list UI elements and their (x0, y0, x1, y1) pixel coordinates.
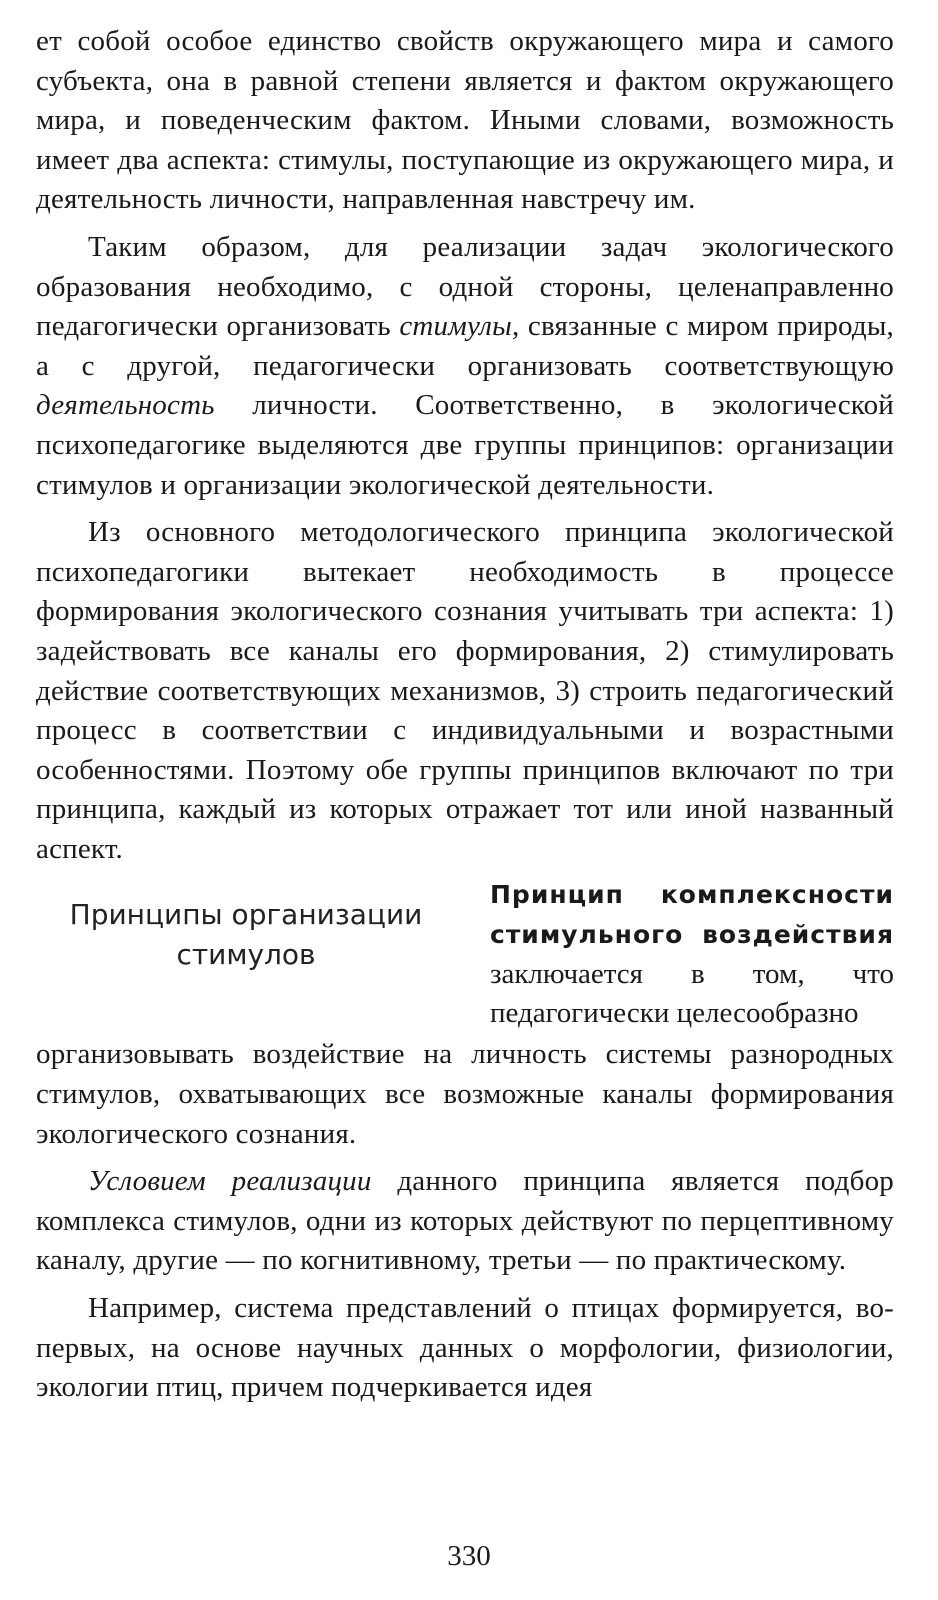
paragraph-1 (36, 22, 894, 220)
principle-intro (490, 875, 894, 1033)
page-number: 330 (447, 1540, 491, 1572)
emphasis-activity: деятельность (36, 389, 215, 422)
paragraph-1-text: ет собой особое единство свойств окружающего мира и самого субъекта, она в равной степени является и фактом окружающего мира, и поведенческим фактом. Иными словами, возможность имеет два аспекта: стимулы, поступающие из окружающего мира, и деятельность личности, направленная навстречу им. (36, 25, 894, 216)
principle-title: Принцип комплексности стимульного воздействия (490, 880, 894, 950)
principle-text-start: заключается в том, что педагогически целесообразно (490, 957, 894, 1030)
page-content (36, 22, 894, 1416)
emphasis-condition: Условием реализации (88, 1165, 372, 1198)
section-block (36, 875, 894, 1035)
paragraph-5 (36, 1162, 894, 1281)
paragraph-5-text: данного принципа является подбор комплекса стимулов, одни из которых действуют по перцептивному каналу, другие — по когнитивному, третьи — по практическому. (36, 1165, 894, 1277)
principle-continuation (36, 1035, 894, 1154)
section-heading: Принципы организации стимулов (69, 898, 423, 972)
paragraph-2-text-c: личности. Соответственно, в экологической психопедагогике выделяются две группы принципов: организации стимулов и организации экологической деятельности. (36, 389, 894, 501)
paragraph-2 (36, 228, 894, 505)
emphasis-stimuli: стимулы (399, 310, 512, 343)
paragraph-6 (36, 1289, 894, 1408)
paragraph-3-text: Из основного методологического принципа экологической психопедагогики вытекает необходимость в процессе формирования экологического сознания учитывать три аспекта: 1) задействовать все каналы его формирования, 2) стимулировать действие соответствующих механизмов, 3) строить педагогический процесс в соответствии с индивидуальными и возрастными особенностями. Поэтому обе группы принципов включают по три принципа, каждый из которых отражает тот или иной названный аспект. (36, 516, 894, 865)
paragraph-2-text-b: , связанные с миром природы, а с другой, педагогически организовать соответствующую (36, 310, 895, 382)
paragraph-2-text-a: Таким образом, для реализации задач экологического образования необходимо, с одной стороны, целенаправленно педагогически организовать (36, 230, 894, 343)
principle-text-continued: организовывать воздействие на личность системы разнородных стимулов, охватывающих все возможные каналы формирования экологического сознания. (36, 1038, 894, 1150)
paragraph-3 (36, 513, 894, 869)
paragraph-6-text: Например, система представлений о птицах формируется, во-первых, на основе научных данных о морфологии, физиологии, экологии птиц, причем подчеркивается идея (36, 1292, 894, 1404)
